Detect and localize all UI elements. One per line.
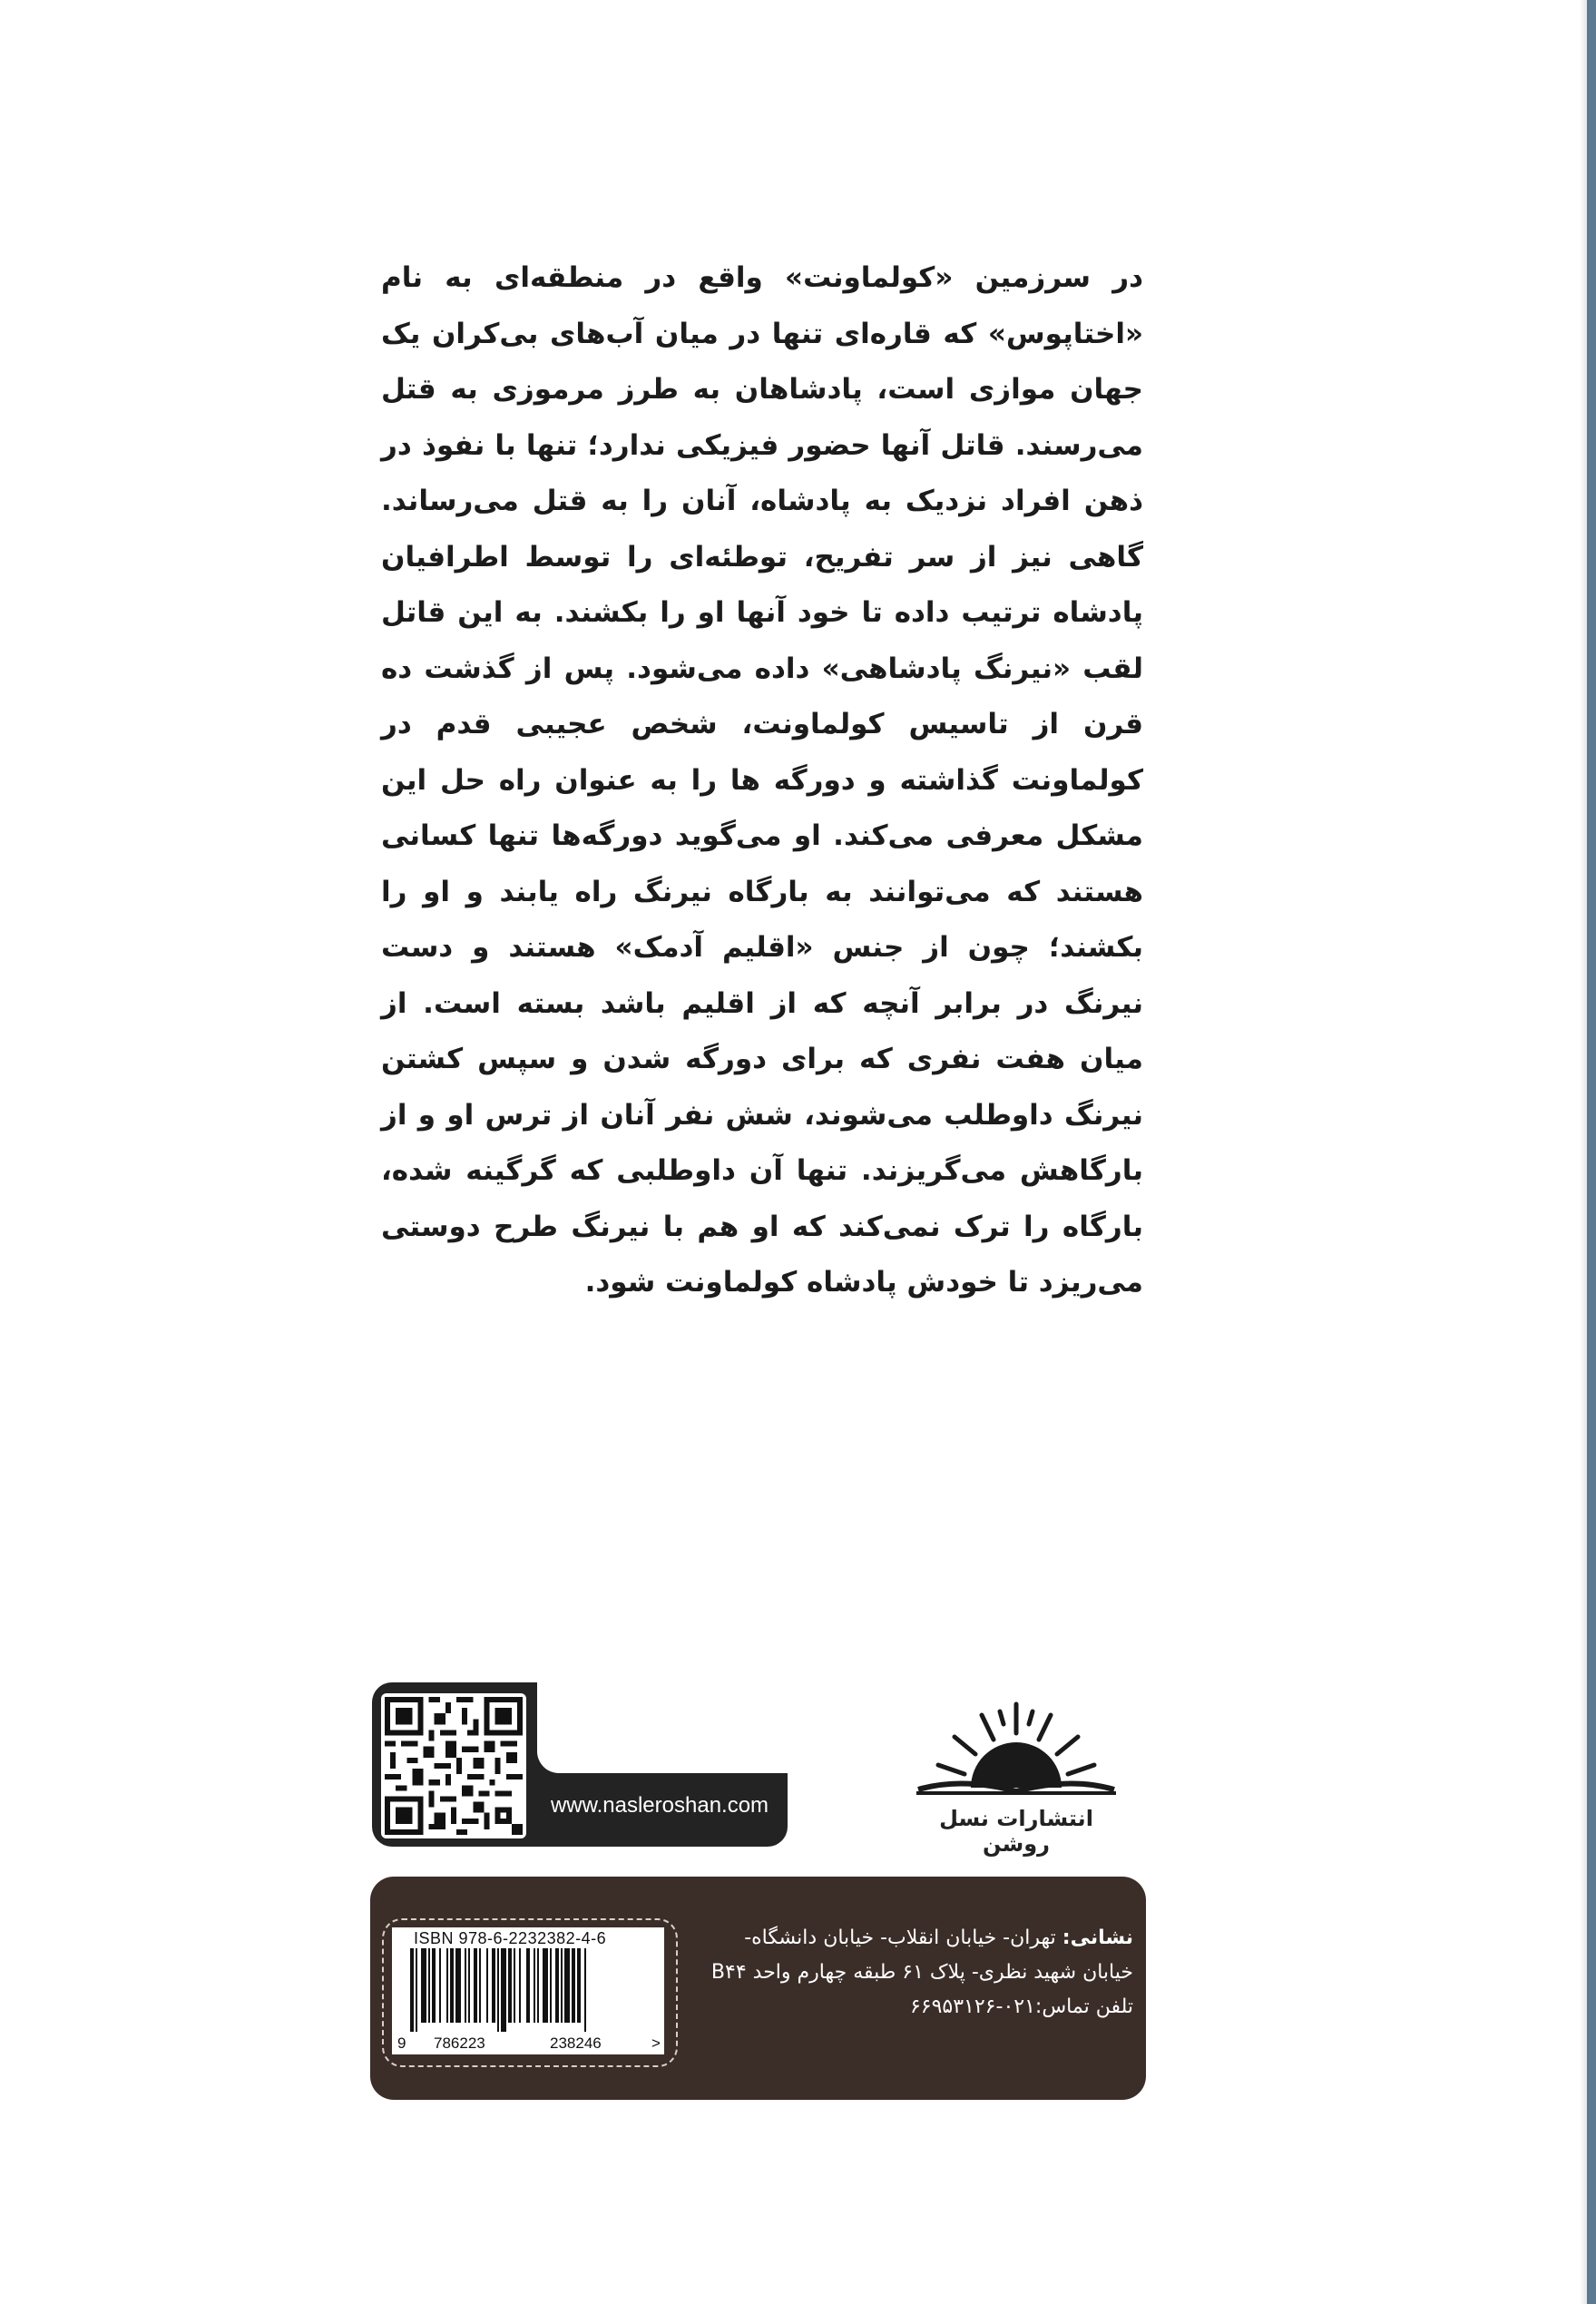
barcode-bar xyxy=(577,1948,581,2023)
barcode-bar xyxy=(561,1948,563,2023)
barcode-bar xyxy=(465,1948,466,2023)
barcode-digits-left: 786223 xyxy=(434,2034,485,2052)
publisher-logo xyxy=(907,1688,1125,1857)
barcode-bar xyxy=(550,1948,552,2023)
spine-shadow xyxy=(1580,0,1587,2304)
address-label: نشانی: xyxy=(1062,1927,1133,1949)
barcode-bar xyxy=(479,1948,481,2023)
publisher-name: انتشارات نسل روشن xyxy=(939,1806,1093,1857)
barcode-bar xyxy=(450,1948,454,2023)
publisher-website-link[interactable]: www.nasleroshan.com xyxy=(550,1793,769,1818)
address-line-1 xyxy=(685,1921,1133,1956)
barcode-bar xyxy=(455,1948,461,2023)
isbn-number: ISBN 978-6-2232382-4-6 xyxy=(414,1929,607,1947)
barcode-bar xyxy=(501,1948,506,2032)
barcode-digit-lead: 9 xyxy=(397,2034,406,2052)
barcode-bar xyxy=(468,1948,470,2023)
isbn-barcode xyxy=(396,1948,661,2032)
barcode-bar xyxy=(572,1948,575,2023)
barcode-bar xyxy=(439,1948,441,2023)
phone-label: تلفن تماس: xyxy=(1034,1995,1133,2018)
qr-code[interactable] xyxy=(381,1693,526,1838)
barcode-bar xyxy=(508,1948,512,2023)
rising-sun-book-logo-icon xyxy=(907,1688,1125,1801)
address-line1-text: تهران- خیابان انقلاب- خیابان دانشگاه- xyxy=(744,1927,1062,1949)
barcode-bar xyxy=(446,1948,448,2023)
barcode-bar xyxy=(421,1948,426,2023)
barcode-bar xyxy=(514,1948,515,2023)
barcode-bar xyxy=(534,1948,535,2023)
barcode-bar xyxy=(410,1948,414,2032)
barcode-bar xyxy=(474,1948,477,2023)
barcode-bar xyxy=(564,1948,570,2023)
barcode-digit-tail: > xyxy=(651,2034,661,2052)
barcode-digits-right: 238246 xyxy=(550,2034,602,2052)
barcode-bar xyxy=(555,1948,559,2023)
address-line-2: خیابان شهید نظری- پلاک ۶۱ طبقه چهارم واحد B۴۴ xyxy=(710,1961,1133,1984)
barcode-bar xyxy=(519,1948,521,2023)
barcode-bar xyxy=(497,1948,499,2032)
barcode-bar xyxy=(428,1948,430,2023)
book-spine-edge xyxy=(1587,0,1596,2304)
barcode-bar xyxy=(432,1948,436,2023)
barcode-bar xyxy=(543,1948,548,2023)
phone-line xyxy=(685,1990,1133,2025)
barcode-bar xyxy=(526,1948,530,2023)
qr-code-icon xyxy=(385,1697,523,1835)
qr-card-cutout xyxy=(537,1682,788,1773)
barcode-bar xyxy=(416,1948,417,2032)
barcode-bar xyxy=(537,1948,539,2023)
back-cover-blurb: در سرزمین «کولماونت» واقع در منطقه‌ای به نام «اختاپوس» که قاره‌ای تنها در میان آب‌های بی‌کران یک جهان موازی است، پادشاهان به طرز مرموزی به قتل می‌رسند. قاتل آنها حضور فیزیکی ندارد؛ تنها با نفوذ در ذهن افراد نزدیک به پادشاه، آنان را به قتل می‌رساند. گاهی نیز از سر تفریح، توطئه‌ای را توسط اطرافیان پادشاه ترتیب داده تا خود آنها او را بکشند. به این قاتل لقب «نیرنگ پادشاهی» داده می‌شود. پس از گذشت ده قرن از تاسیس کولماونت، شخص عجیبی قدم در کولماونت گذاشته و دورگه ها را به عنوان راه حل این مشکل معرفی می‌کند. او می‌گوید دورگه‌ها تنها کسانی هستند که می‌توانند به بارگاه نیرنگ راه یابند و او را بکشند؛ چون از جنس «اقلیم آدمک» هستند و دست نیرنگ در برابر آنچه که از اقلیم باشد بسته است. از میان هفت نفری که برای دورگه شدن و سپس کشتن نیرنگ داوطلب می‌شوند، شش نفر آنان از ترس او و از بارگاهش می‌گریزند. تنها آن داوطلبی که گرگینه شده، بارگاه را ترک نمی‌کند که او هم با نیرنگ طرح دوستی می‌ریزد تا خودش پادشاه کولماونت شود. xyxy=(381,261,1143,1299)
publisher-address xyxy=(685,1921,1133,2025)
phone-value: ۰۲۱-۶۶۹۵۳۱۲۶ xyxy=(909,1995,1035,2018)
barcode-bar xyxy=(584,1948,586,2032)
barcode-bar xyxy=(486,1948,488,2023)
barcode-bar xyxy=(492,1948,495,2023)
